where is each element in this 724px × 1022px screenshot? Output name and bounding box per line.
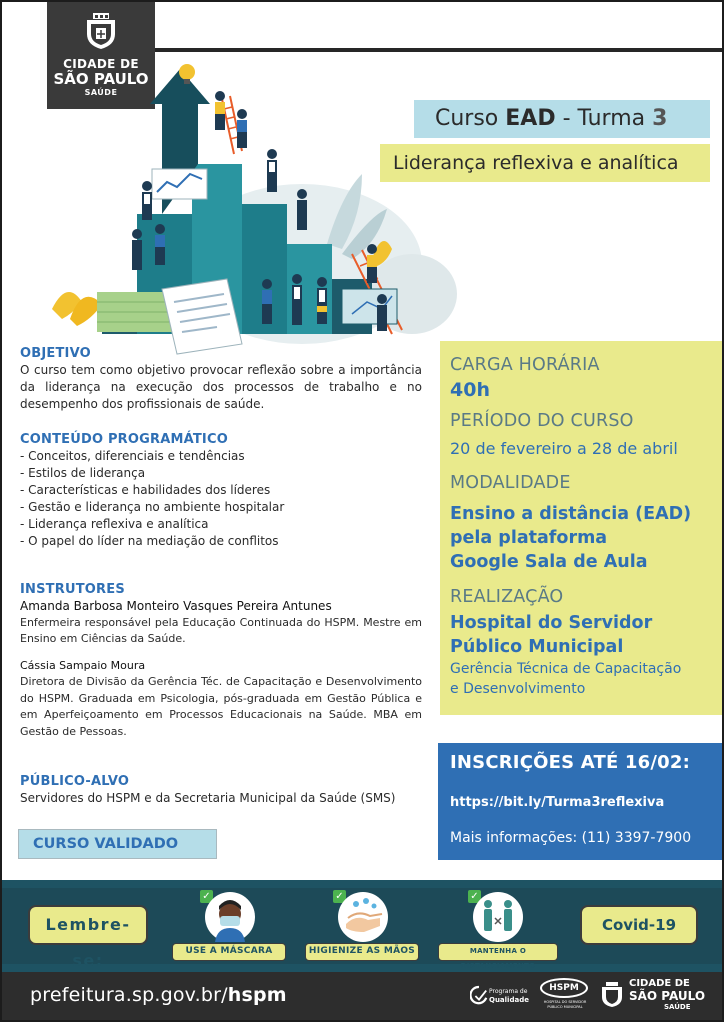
leadership-illustration [42,44,462,364]
title-prefix: Curso [435,106,506,131]
hspm-sub: HOSPITAL DO SERVIDOR PÚBLICO MUNICIPAL [543,1000,587,1009]
city-logo-small-l1: CIDADE DE [629,978,690,989]
lembre-pill: Lembre-se: [28,905,148,945]
info-panel [440,341,722,715]
inscricoes-phone: Mais informações: (11) 3397-7900 [450,830,692,846]
realizacao-sub: Gerência Técnica de Capacitação [450,661,682,677]
flyer-page [2,2,722,1020]
handwash-icon [338,892,388,942]
mask-card [172,892,286,964]
course-title [414,100,710,138]
carga-value: 40h [450,379,490,401]
city-crest-small-icon [600,982,624,1008]
modalidade-label: MODALIDADE [450,473,571,493]
realizacao-line: Público Municipal [450,637,624,657]
instrutores-section [20,582,422,740]
conteudo-section [20,432,422,550]
conteudo-list [20,448,422,550]
realizacao-label: REALIZAÇÃO [450,587,564,607]
check-icon: ✓ [200,890,213,903]
quality-line1: Programa de [489,988,528,995]
realizacao-line: Hospital do Servidor [450,613,653,633]
objetivo-text: O curso tem como objetivo provocar reflexão sobre a importância da liderança na execução dos processos de trabalho e no desempenho dos profissionais de saúde. [20,363,422,411]
hands-label: HIGIENIZE AS MÃOS [305,943,419,961]
programa-qualidade-logo [470,981,530,1011]
quality-line2: Qualidade [489,996,529,1004]
periodo-value: 20 de fevereiro a 28 de abril [450,439,678,458]
carga-label: CARGA HORÁRIA [450,355,600,375]
logo-line1: CIDADE DE [63,57,139,71]
instrutores-heading: INSTRUTORES [20,582,125,597]
hspm-logo [536,978,594,1012]
site-url[interactable] [30,984,287,1006]
logo-line2: SÃO PAULO [53,70,149,88]
footer-bar [2,972,722,1020]
list-item: - Conceitos, diferenciais e tendências [20,449,245,463]
check-icon: ✓ [468,890,481,903]
inscricoes-link[interactable]: https://bit.ly/Turma3reflexiva [450,795,665,810]
site-url-bold: hspm [227,984,287,1006]
logo-line3: SAÚDE [84,88,118,97]
mask-label: USE A MÁSCARA [172,943,286,961]
instructor-bio: Enfermeira responsável pela Educação Continuada do HSPM. Mestre em Ensino em Ciências da Saúde. [20,615,422,645]
objetivo-heading: OBJETIVO [20,346,91,361]
title-number: 3 [652,106,668,131]
publico-heading: PÚBLICO-ALVO [20,774,130,789]
title-bold: EAD [505,106,556,131]
curso-validado-badge: CURSO VALIDADO [18,829,217,859]
list-item: - O papel do líder na mediação de conflitos [20,534,279,548]
publico-text: Servidores do HSPM e da Secretaria Municipal da Saúde (SMS) [20,791,396,805]
realizacao-sub: e Desenvolvimento [450,681,586,697]
modalidade-line: Ensino a distância (EAD) [450,504,692,524]
title-mid: - Turma [555,106,653,131]
conteudo-heading: CONTEÚDO PROGRAMÁTICO [20,432,228,447]
list-item: - Estilos de liderança [20,466,146,480]
city-logo-small-l2: SÃO PAULO [629,989,706,1003]
instructor-bio: Diretora de Divisão da Gerência Téc. de Capacitação e Desenvolvimento do HSPM. Graduada em Psicologia, pós-graduada em Gestão Pública e em Aperfeiçoamento em Processos Educacionais na Saúde. MBA em Gestão de Pessoas. [20,675,422,738]
city-logo-small-l3: SAÚDE [664,1003,691,1011]
list-item: - Liderança reflexiva e analítica [20,517,209,531]
distance-icon [473,892,523,942]
site-url-plain: prefeitura.sp.gov.br/ [30,984,228,1006]
inscricoes-panel [438,743,722,860]
mask-icon [205,892,255,942]
list-item: - Gestão e liderança no ambiente hospitalar [20,500,285,514]
list-item: - Características e habilidades dos líderes [20,483,271,497]
distance-card [438,891,558,970]
quality-icon [470,984,488,1008]
hspm-oval: HSPM [540,978,588,998]
modalidade-line: Google Sala de Aula [450,552,648,572]
inscricoes-title: INSCRIÇÕES ATÉ 16/02: [450,752,690,773]
course-subtitle: Liderança reflexiva e analítica [380,144,710,182]
distance-label: MANTENHA O DISTANCIAMENTO [438,943,558,961]
check-icon: ✓ [333,890,346,903]
modalidade-line: pela plataforma [450,528,608,548]
instructor-name: Cássia Sampaio Moura [20,658,146,672]
hands-card [305,892,419,964]
publico-section [20,774,422,807]
instructor-name: Amanda Barbosa Monteiro Vasques Pereira Antunes [20,599,332,613]
covid-pill: Covid-19 [580,905,698,945]
objetivo-section [20,346,422,413]
periodo-label: PERÍODO DO CURSO [450,411,634,431]
